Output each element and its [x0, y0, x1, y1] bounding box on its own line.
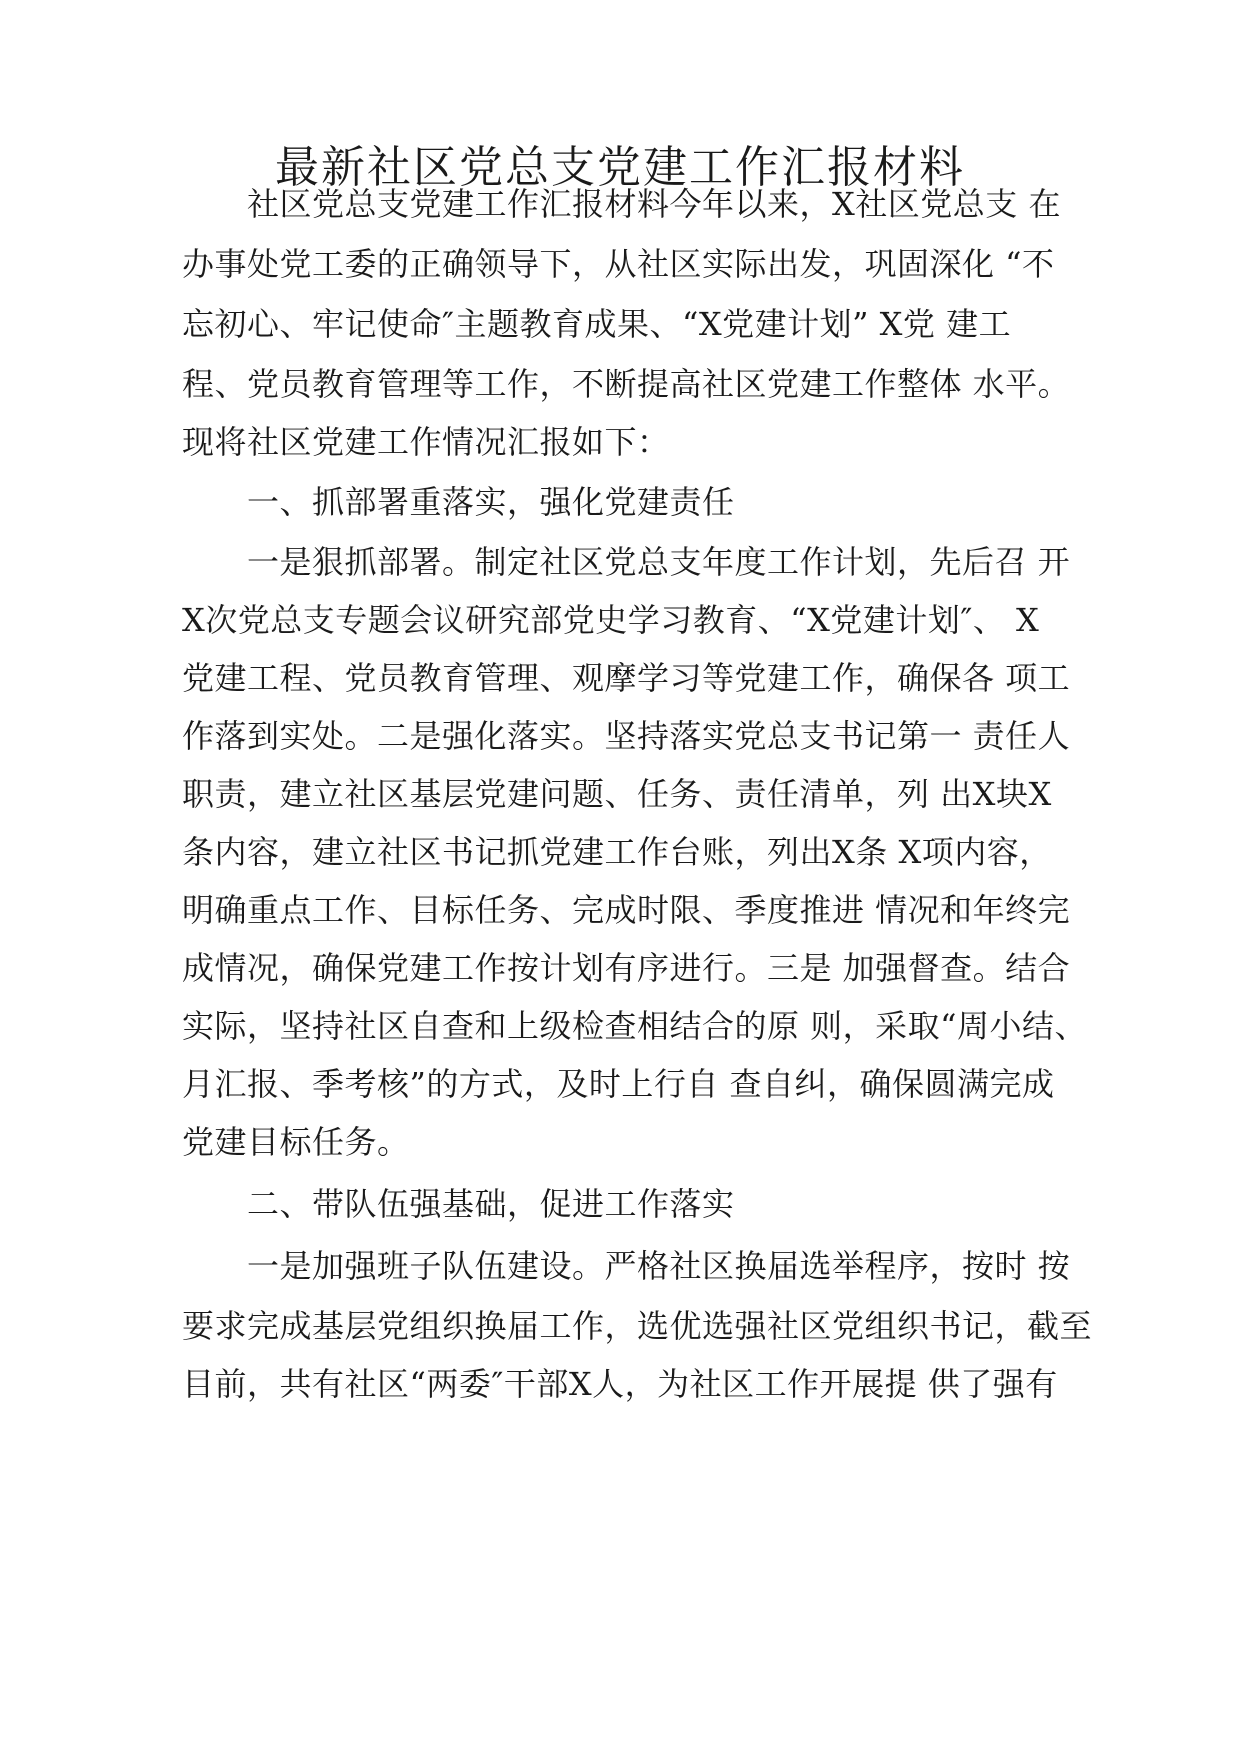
- body-line: 程、党员教育管理等工作，不断提高社区党建工作整体 水平。: [182, 365, 1071, 403]
- body-line: 成情况，确保党建工作按计划有序进行。三是 加强督查。结合: [182, 949, 1071, 987]
- body-line: 作落到实处。二是强化落实。坚持落实党总支书记第一 责任人: [182, 717, 1071, 755]
- body-line: 明确重点工作、目标任务、完成时限、季度推进 情况和年终完: [182, 891, 1071, 929]
- body-line: 一是加强班子队伍建设。严格社区换届选举程序，按时 按: [182, 1247, 1071, 1285]
- body-line: 社区党总支党建工作汇报材料今年以来，X社区党总支 在: [182, 185, 1061, 223]
- body-line: 办事处党工委的正确领导下，从社区实际出发，巩固深化 “不: [182, 245, 1055, 283]
- body-line: 现将社区党建工作情况汇报如下：: [182, 423, 670, 461]
- document-title: 最新社区党总支党建工作汇报材料: [275, 142, 965, 193]
- body-line: 党建目标任务。: [182, 1123, 410, 1161]
- body-line: 要求完成基层党组织换届工作，选优选强社区党组织书记，截至: [182, 1307, 1093, 1345]
- body-line: 实际，坚持社区自查和上级检查相结合的原 则，采取“周小结、: [182, 1007, 1088, 1045]
- body-line: 忘初心、牢记使命″主题教育成果、“X党建计划” X党 建工: [182, 305, 1012, 343]
- section-heading: 一、抓部署重落实，强化党建责任: [182, 483, 735, 521]
- body-line: 职责，建立社区基层党建问题、任务、责任清单，列 出X块X: [182, 775, 1052, 813]
- body-line: 条内容，建立社区书记抓党建工作台账，列出X条 X项内容，: [182, 833, 1052, 871]
- section-heading: 二、带队伍强基础，促进工作落实: [182, 1185, 735, 1223]
- body-line: 目前，共有社区“两委″干部X人，为社区工作开展提 供了强有: [182, 1365, 1058, 1403]
- body-line: X次党总支专题会议研究部党史学习教育、“X党建计划″、 X: [182, 601, 1040, 639]
- body-line: 一是狠抓部署。制定社区党总支年度工作计划，先后召 开: [182, 543, 1071, 581]
- body-line: 党建工程、党员教育管理、观摩学习等党建工作，确保各 项工: [182, 659, 1071, 697]
- body-line: 月汇报、季考核”的方式，及时上行自 查自纠，确保圆满完成: [182, 1065, 1055, 1103]
